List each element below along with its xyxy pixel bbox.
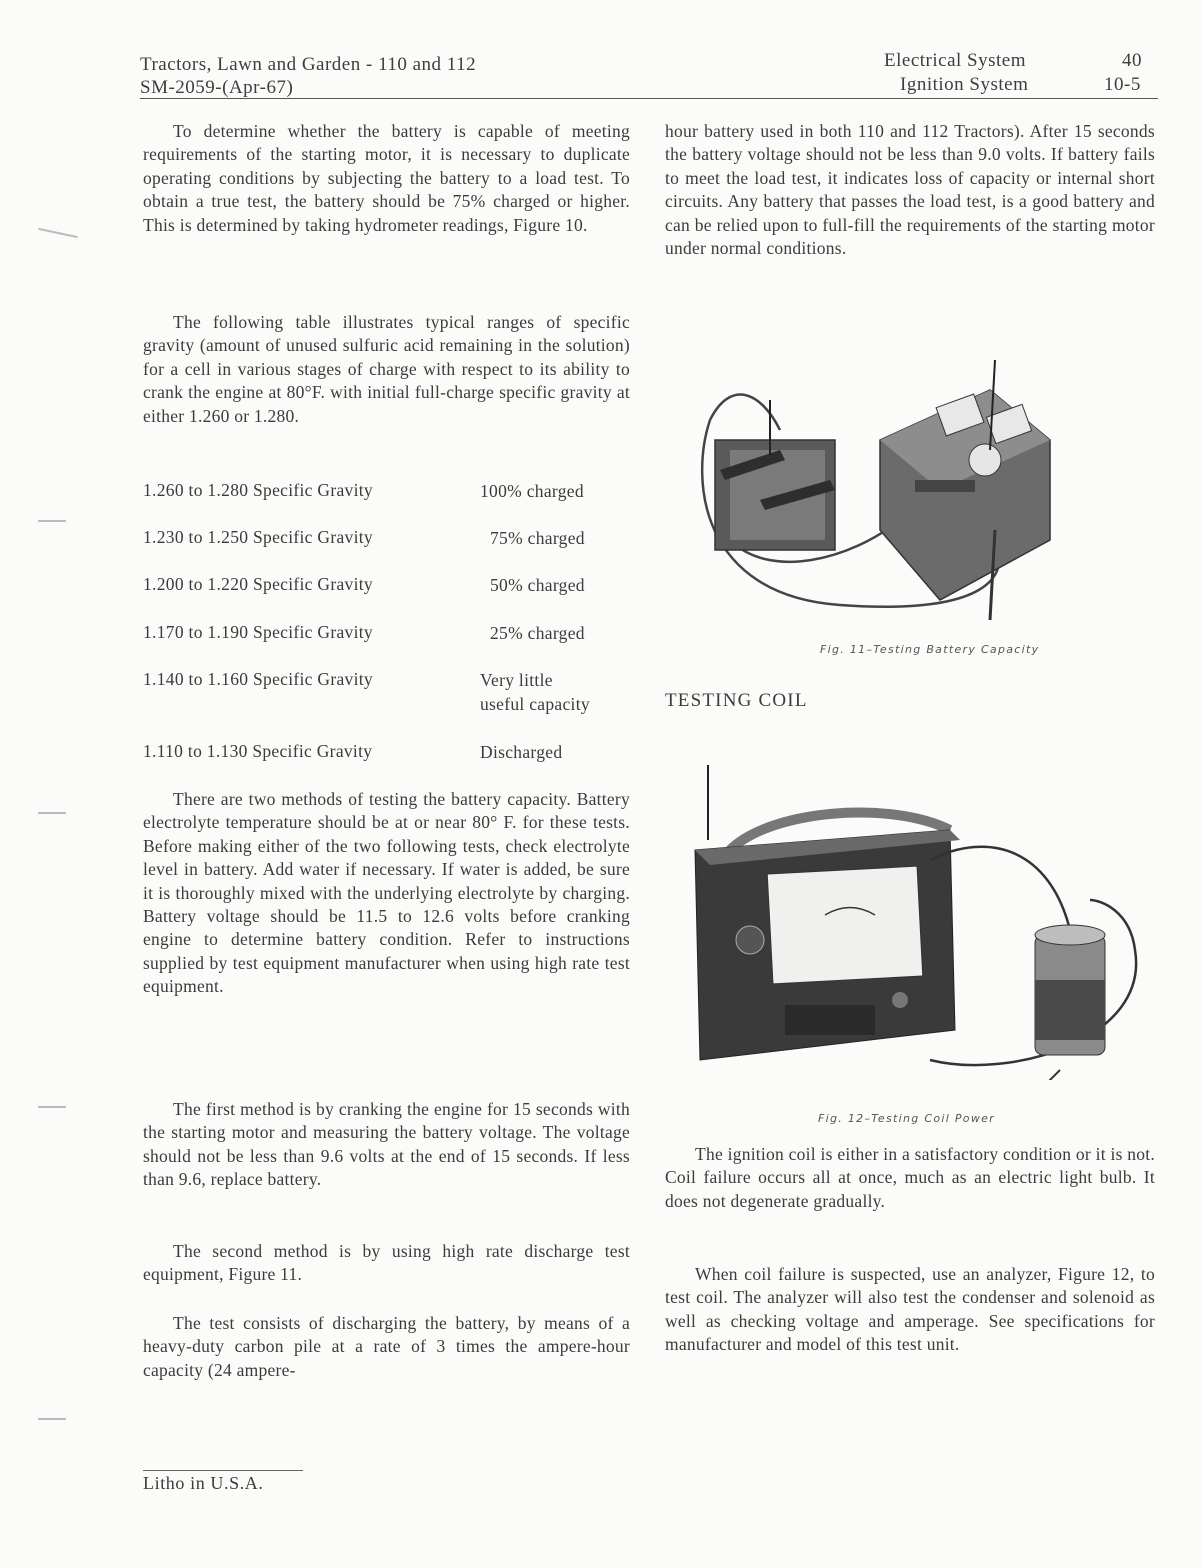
- charge-level: Very little: [480, 670, 553, 690]
- header-manual-code: SM-2059-(Apr-67): [140, 77, 294, 98]
- header-title: Tractors, Lawn and Garden - 110 and 112: [140, 54, 477, 75]
- header-subsection: Ignition System: [900, 74, 1029, 95]
- paragraph-testing-methods: There are two methods of testing the battery capacity. Battery electrolyte temperature should be at or near 80° F. for these tests. Before making either of the two following tests, check electrolyte level in battery. Add water if necessary. If water is added, be sure it is thoroughly mixed with the underlying electrolyte by charging. Battery voltage should be 11.5 to 12.6 volts before cranking engine to determine battery condition. Refer to instructions supplied by test equipment manufacturer when using high rate test equipment.: [143, 789, 630, 997]
- margin-mark: [38, 520, 66, 522]
- paragraph-load-test-result: hour battery used in both 110 and 112 Tractors). After 15 seconds the battery voltage should not be less than 9.0 volts. If battery fails to meet the load test, it indicates loss of capacity or internal short circuits. Any battery that passes the load test, is a good battery and can be relied upon to full-fill the requirements of the starting motor under normal conditions.: [665, 121, 1155, 259]
- gravity-range: 1.200 to 1.220 Specific Gravity: [143, 574, 373, 594]
- margin-mark: [38, 1106, 66, 1108]
- header-section-page: 10-5: [1104, 74, 1141, 95]
- paragraph-specific-gravity-intro: The following table illustrates typical ranges of specific gravity (amount of unused sulfuric acid remaining in the solution) for a cell in various stages of charge with respect to its ability to crank the engine at 80°F. with initial full-charge specific gravity at either 1.260 or 1.280.: [143, 312, 630, 426]
- battery-capacity-tester-illustration: [690, 330, 1060, 630]
- gravity-range: 1.110 to 1.130 Specific Gravity: [143, 741, 373, 761]
- margin-mark: [38, 228, 78, 238]
- gravity-range: 1.140 to 1.160 Specific Gravity: [143, 669, 373, 689]
- coil-analyzer-illustration: [690, 740, 1150, 1080]
- charge-level: Discharged: [480, 742, 563, 762]
- gravity-range: 1.230 to 1.250 Specific Gravity: [143, 527, 373, 547]
- charge-level: 50% charged: [490, 575, 585, 595]
- header-rule: [140, 98, 1158, 99]
- charge-level: 25% charged: [490, 623, 585, 643]
- margin-mark: [38, 812, 66, 814]
- header-section: Electrical System: [884, 50, 1026, 71]
- header-page-number: 40: [1122, 50, 1142, 71]
- charge-level: 100% charged: [480, 481, 584, 501]
- charge-level: 75% charged: [490, 528, 585, 548]
- paragraph-coil-condition: The ignition coil is either in a satisfactory condition or it is not. Coil failure occurs all at once, much as an electric light bulb. It does not degenerate gradually.: [665, 1144, 1156, 1211]
- paragraph-second-method: The second method is by using high rate discharge test equipment, Figure 11.: [143, 1241, 630, 1285]
- gravity-range: 1.170 to 1.190 Specific Gravity: [143, 622, 373, 642]
- paragraph-battery-load-test: To determine whether the battery is capable of meeting requirements of the starting motor, it is necessary to duplicate operating conditions by subjecting the battery to a load test. To obtain a true test, the battery should be 75% charged or higher. This is determined by taking hydrometer readings, Figure 10.: [143, 121, 630, 235]
- paragraph-discharge-test: The test consists of discharging the battery, by means of a heavy-duty carbon pile at a rate of 3 times the ampere-hour capacity (24 ampere-: [143, 1313, 630, 1380]
- gravity-range: 1.260 to 1.280 Specific Gravity: [143, 480, 373, 500]
- footer-rule: [143, 1470, 303, 1471]
- paragraph-first-method: The first method is by cranking the engine for 15 seconds with the starting motor and measuring the battery voltage. The voltage should not be less than 9.6 volts at the end of 15 seconds. If less than 9.6, replace battery.: [143, 1099, 630, 1190]
- section-heading-testing-coil: TESTING COIL: [665, 690, 808, 711]
- margin-mark: [38, 1418, 66, 1420]
- footer-print-note: Litho in U.S.A.: [143, 1473, 264, 1493]
- charge-level-continued: useful capacity: [480, 694, 590, 714]
- figure-12-caption: Fig. 12–Testing Coil Power: [818, 1112, 996, 1125]
- figure-11-caption: Fig. 11–Testing Battery Capacity: [820, 643, 1040, 656]
- paragraph-coil-analyzer: When coil failure is suspected, use an analyzer, Figure 12, to test coil. The analyzer will also test the condenser and solenoid as well as checking voltage and amperage. See specifications for manufacturer and model of this test unit.: [665, 1264, 1155, 1355]
